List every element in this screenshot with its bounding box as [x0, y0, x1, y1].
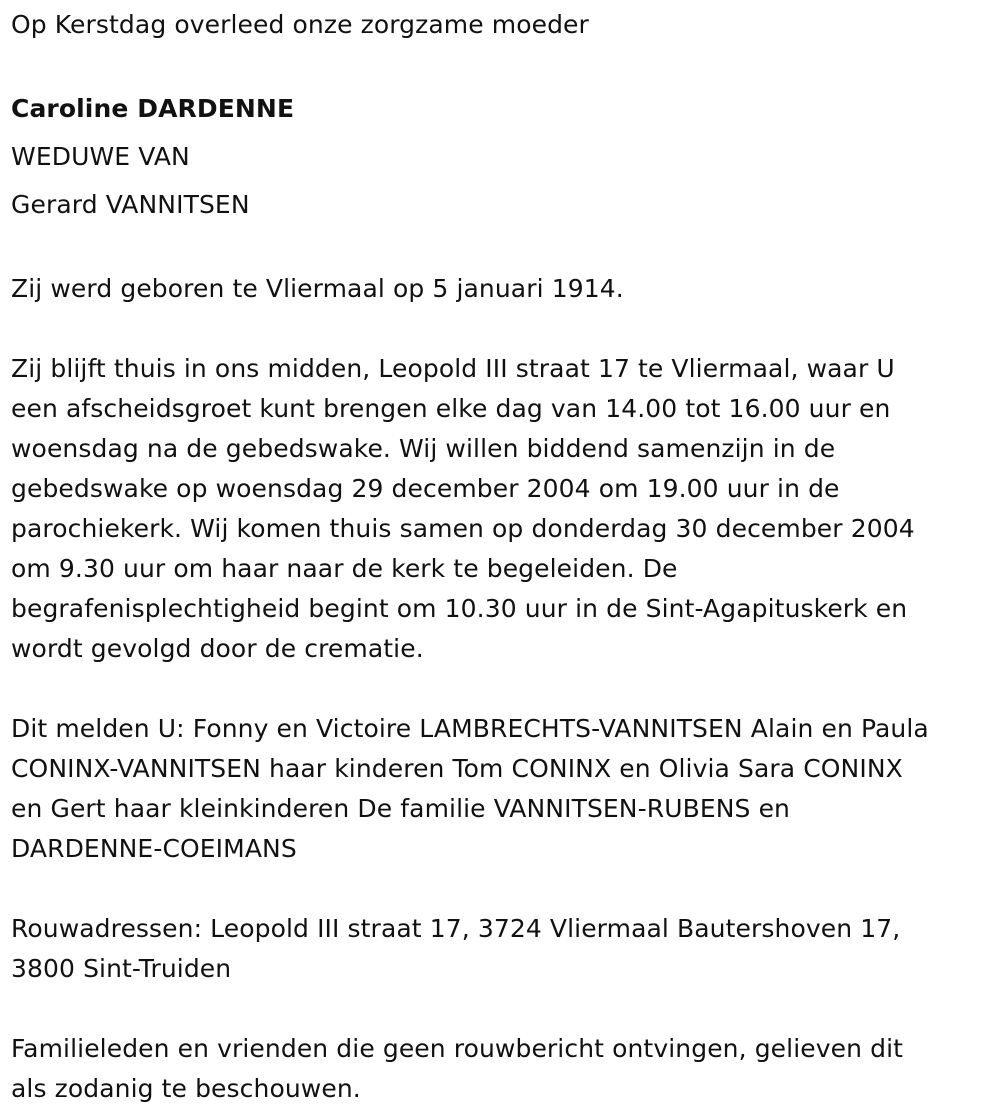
arrangements-line: wordt gevolgd door de crematie. [11, 634, 424, 663]
spacer [11, 989, 991, 1029]
spacer [11, 669, 991, 709]
arrangements-paragraph [11, 349, 991, 669]
spacer [11, 45, 991, 85]
widow-status: WEDUWE VAN [11, 142, 190, 171]
family-line: CONINX-VANNITSEN haar kinderen Tom CONINX en Olivia Sara CONINX [11, 754, 903, 783]
address-line: Rouwadressen: Leopold III straat 17, 3724 Vliermaal Bautershoven 17, [11, 914, 901, 943]
arrangements-line: woensdag na de gebedswake. Wij willen biddend samenzijn in de [11, 434, 836, 463]
spacer [11, 309, 991, 349]
family-line: DARDENNE-COEIMANS [11, 834, 297, 863]
arrangements-line: om 9.30 uur om haar naar de kerk te begeleiden. De [11, 554, 678, 583]
addresses-paragraph [11, 909, 991, 989]
intro-line: Op Kerstdag overleed onze zorgzame moeder [11, 10, 589, 39]
closing-paragraph [11, 1029, 991, 1109]
arrangements-line: een afscheidsgroet kunt brengen elke dag van 14.00 tot 16.00 uur en [11, 394, 891, 423]
obituary-notice [11, 5, 991, 1109]
arrangements-line: begrafenisplechtigheid begint om 10.30 uur in de Sint-Agapituskerk en [11, 594, 908, 623]
family-line: Dit melden U: Fonny en Victoire LAMBRECHTS-VANNITSEN Alain en Paula [11, 714, 929, 743]
address-line: 3800 Sint-Truiden [11, 954, 232, 983]
deceased-name: Caroline DARDENNE [11, 94, 295, 123]
spacer [11, 229, 991, 269]
arrangements-line: gebedswake op woensdag 29 december 2004 om 19.00 uur in de [11, 474, 840, 503]
spacer [11, 869, 991, 909]
arrangements-line: parochiekerk. Wij komen thuis samen op donderdag 30 december 2004 [11, 514, 915, 543]
arrangements-line: Zij blijft thuis in ons midden, Leopold III straat 17 te Vliermaal, waar U [11, 354, 895, 383]
birth-line: Zij werd geboren te Vliermaal op 5 januari 1914. [11, 274, 624, 303]
family-line: en Gert haar kleinkinderen De familie VANNITSEN-RUBENS en [11, 794, 790, 823]
closing-line: als zodanig te beschouwen. [11, 1074, 361, 1103]
closing-line: Familieleden en vrienden die geen rouwbericht ontvingen, gelieven dit [11, 1034, 904, 1063]
family-paragraph [11, 709, 991, 869]
spouse-name: Gerard VANNITSEN [11, 190, 250, 219]
